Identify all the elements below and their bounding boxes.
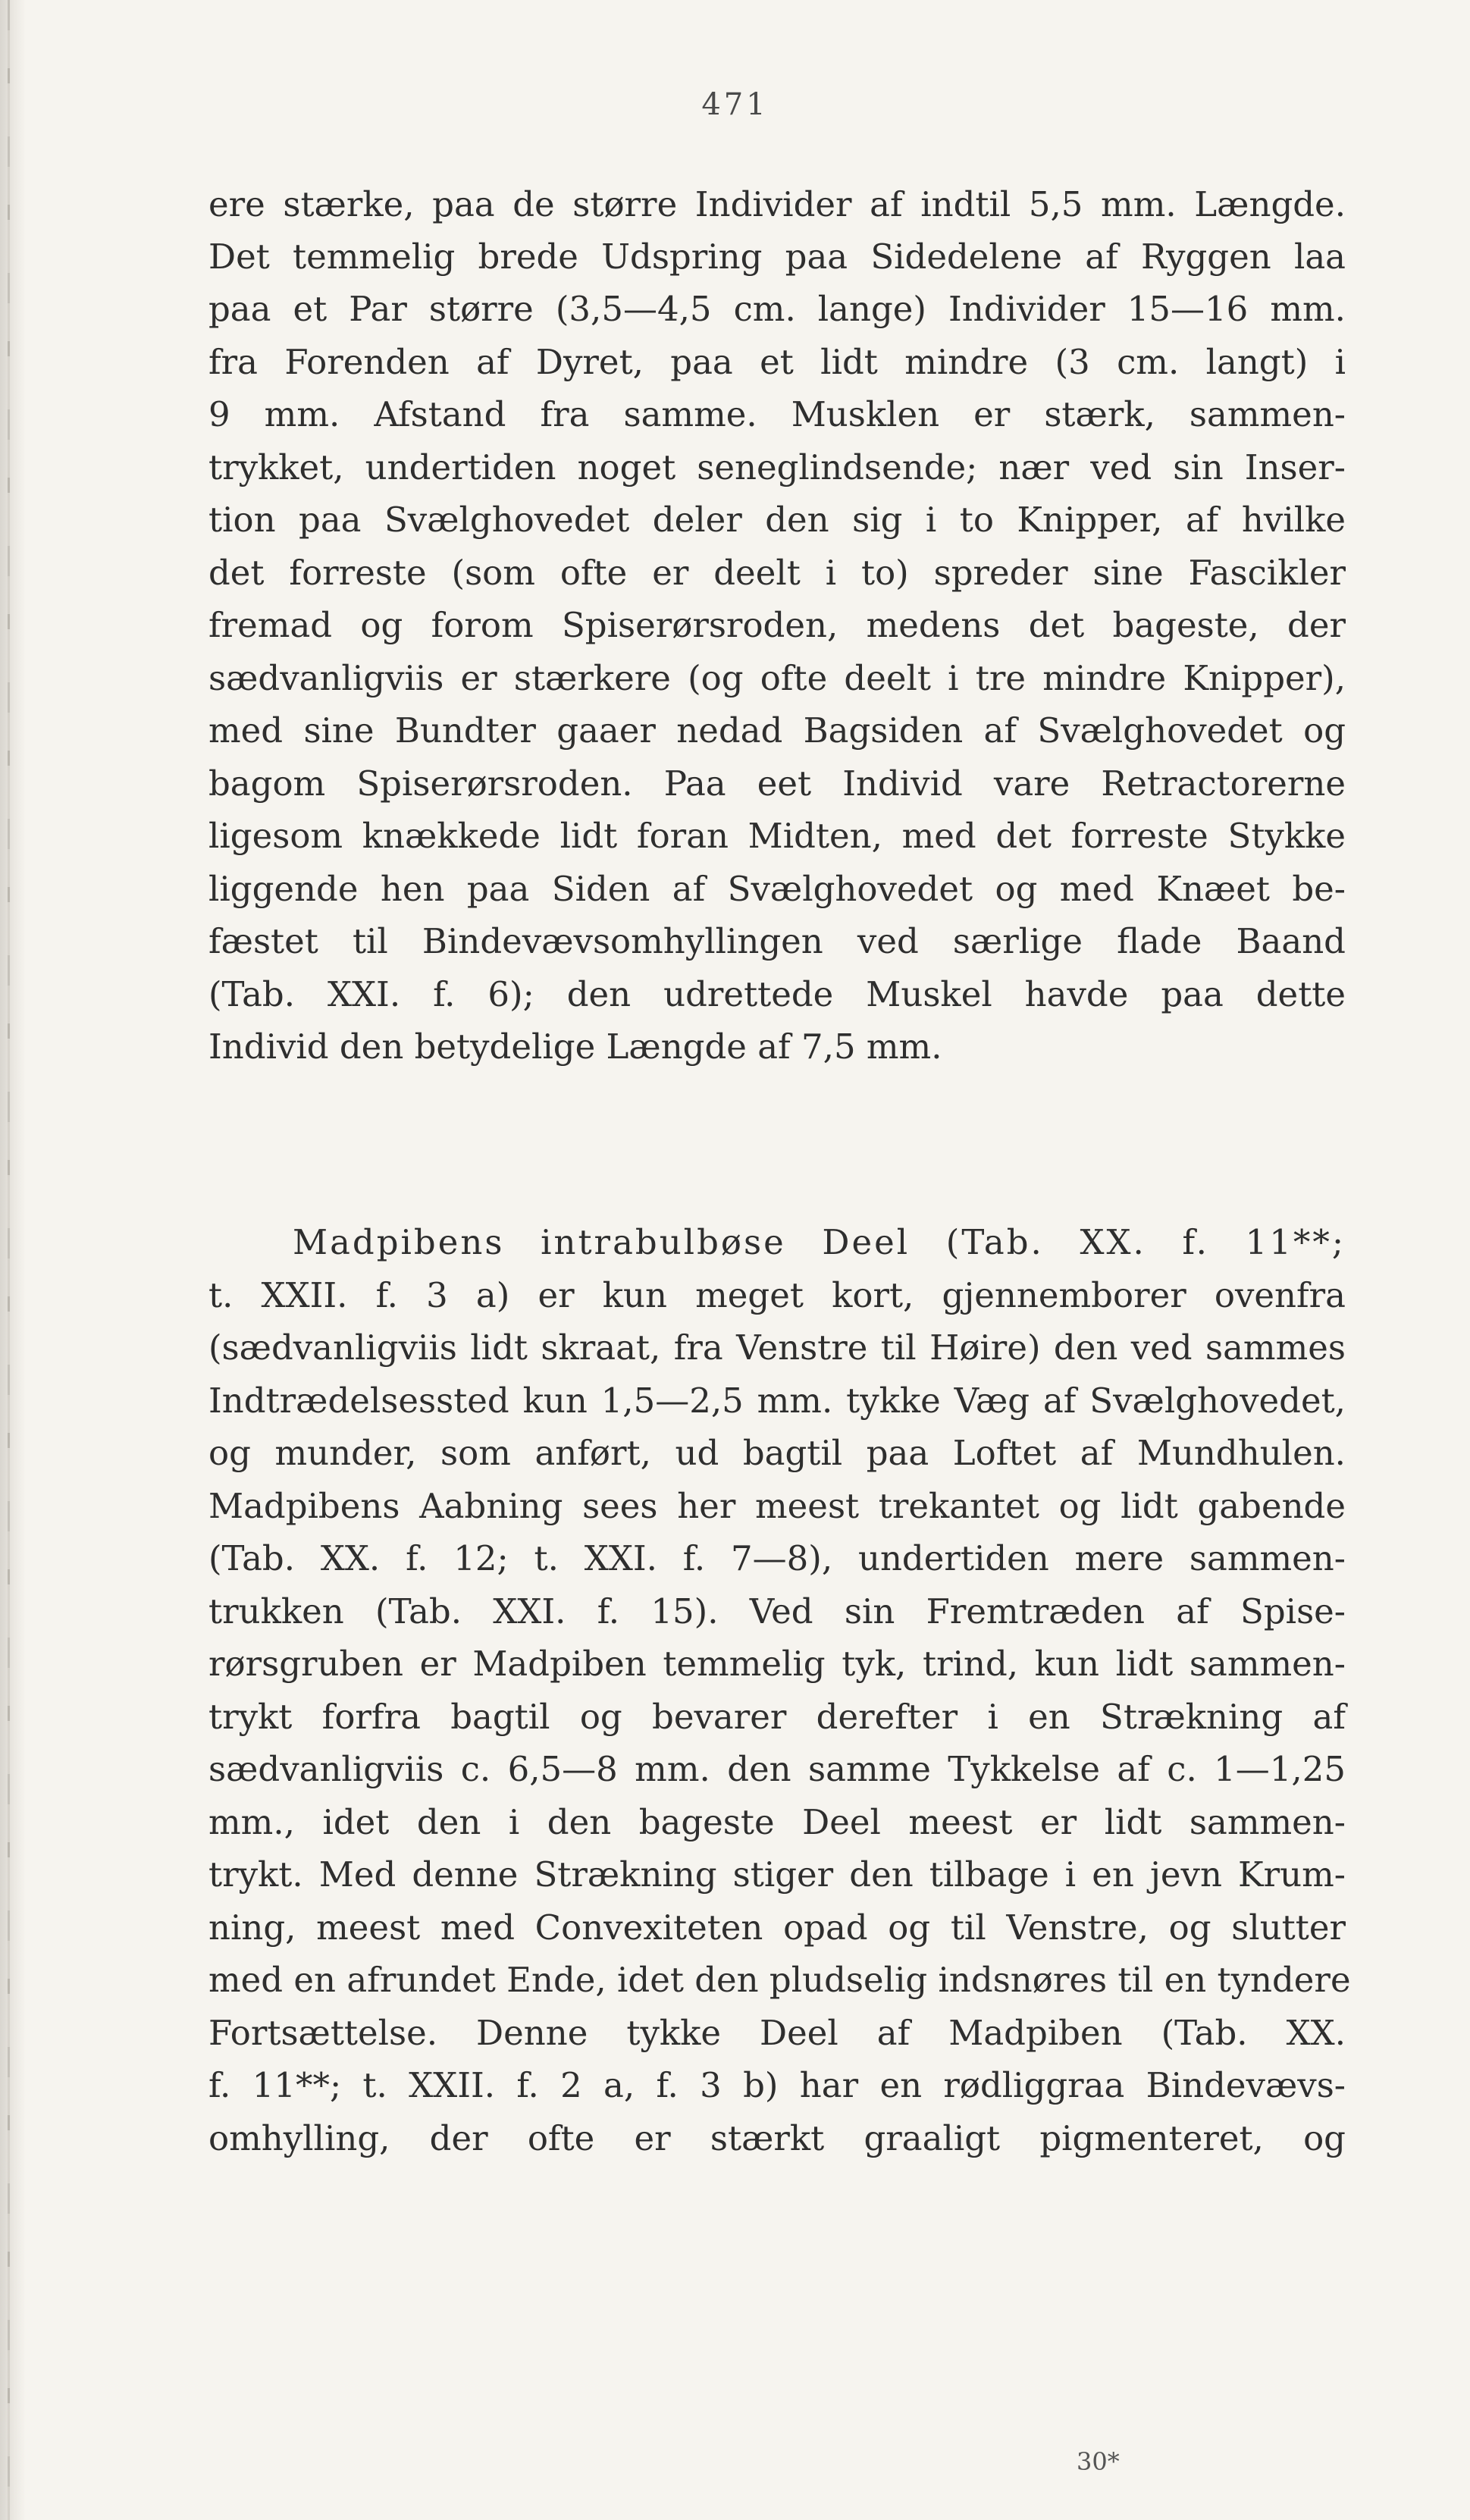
text-line: paa et Par større (3,5—4,5 cm. lange) Individer 15—16 mm. [208, 289, 1346, 329]
text-line: trukken (Tab. XXI. f. 15). Ved sin Fremtræden af Spise- [208, 1591, 1346, 1631]
signature-mark: 30* [1077, 2447, 1120, 2476]
text-line: tion paa Svælghovedet deler den sig i to Knipper, af hvilke [208, 500, 1346, 540]
text-line: og munder, som anført, ud bagtil paa Loftet af Mundhulen. [208, 1433, 1346, 1473]
text-line: sædvanligviis c. 6,5—8 mm. den samme Tykkelse af c. 1—1,25 [208, 1749, 1346, 1789]
text-line: sædvanligviis er stærkere (og ofte deelt i tre mindre Knipper), [208, 658, 1346, 698]
text-line: 9 mm. Afstand fra samme. Musklen er stærk, sammen- [208, 394, 1346, 434]
text-line: med en afrundet Ende, idet den pludselig indsnøres til en tyndere [208, 1960, 1351, 2000]
text-line: (sædvanligviis lidt skraat, fra Venstre til Høire) den ved sammes [208, 1327, 1346, 1368]
text-line: Fortsættelse. Denne tykke Deel af Madpiben (Tab. XX. [208, 2013, 1346, 2053]
text-line: Individ den betydelige Længde af 7,5 mm. [208, 1026, 942, 1067]
text-line: ere stærke, paa de større Individer af indtil 5,5 mm. Længde. [208, 184, 1346, 224]
text-line: trykt. Med denne Strækning stiger den tilbage i en jevn Krum- [208, 1854, 1346, 1895]
page-gutter-shadow [0, 0, 26, 2520]
text-line: bagom Spiserørsroden. Paa eet Individ vare Retractorerne [208, 763, 1346, 804]
text-line: f. 11**; t. XXII. f. 2 a, f. 3 b) har en rødliggraa Bindevævs- [208, 2065, 1346, 2105]
text-line: rørsgruben er Madpiben temmelig tyk, trind, kun lidt sammen- [208, 1644, 1346, 1684]
page-number: 471 [701, 87, 769, 122]
text-line: Det temmelig brede Udspring paa Sidedelene af Ryggen laa [208, 237, 1346, 277]
text-line: (Tab. XXI. f. 6); den udrettede Muskel havde paa dette [208, 974, 1346, 1014]
section-heading-line: Madpibens intrabulbøse Deel (Tab. XX. f. 11**; [293, 1222, 1346, 1262]
text-line: ligesom knækkede lidt foran Midten, med det forreste Stykke [208, 816, 1346, 856]
text-line: med sine Bundter gaaer nedad Bagsiden af Svælghovedet og [208, 710, 1346, 751]
text-line: omhylling, der ofte er stærkt graaligt pigmenteret, og [208, 2118, 1346, 2158]
text-line: trykt forfra bagtil og bevarer derefter i en Strækning af [208, 1697, 1346, 1737]
text-line: fra Forenden af Dyret, paa et lidt mindre (3 cm. langt) i [208, 342, 1346, 382]
text-line: det forreste (som ofte er deelt i to) spreder sine Fascikler [208, 553, 1346, 593]
text-line: trykket, undertiden noget seneglindsende; nær ved sin Inser- [208, 447, 1346, 487]
text-line: fremad og forom Spiserørsroden, medens det bageste, der [208, 605, 1346, 645]
text-line: Madpibens Aabning sees her meest trekantet og lidt gabende [208, 1486, 1346, 1526]
binding-edge [8, 0, 10, 2520]
text-line: fæstet til Bindevævsomhyllingen ved særlige flade Baand [208, 921, 1346, 961]
text-line: Indtrædelsessted kun 1,5—2,5 mm. tykke Væg af Svælghovedet, [208, 1381, 1346, 1421]
text-line: ning, meest med Convexiteten opad og til Venstre, og slutter [208, 1907, 1346, 1948]
text-line: t. XXII. f. 3 a) er kun meget kort, gjennemborer ovenfra [208, 1275, 1346, 1315]
text-line: mm., idet den i den bageste Deel meest er lidt sammen- [208, 1802, 1346, 1842]
text-line: liggende hen paa Siden af Svælghovedet og med Knæet be- [208, 869, 1346, 909]
text-line: (Tab. XX. f. 12; t. XXI. f. 7—8), undertiden mere sammen- [208, 1538, 1346, 1578]
